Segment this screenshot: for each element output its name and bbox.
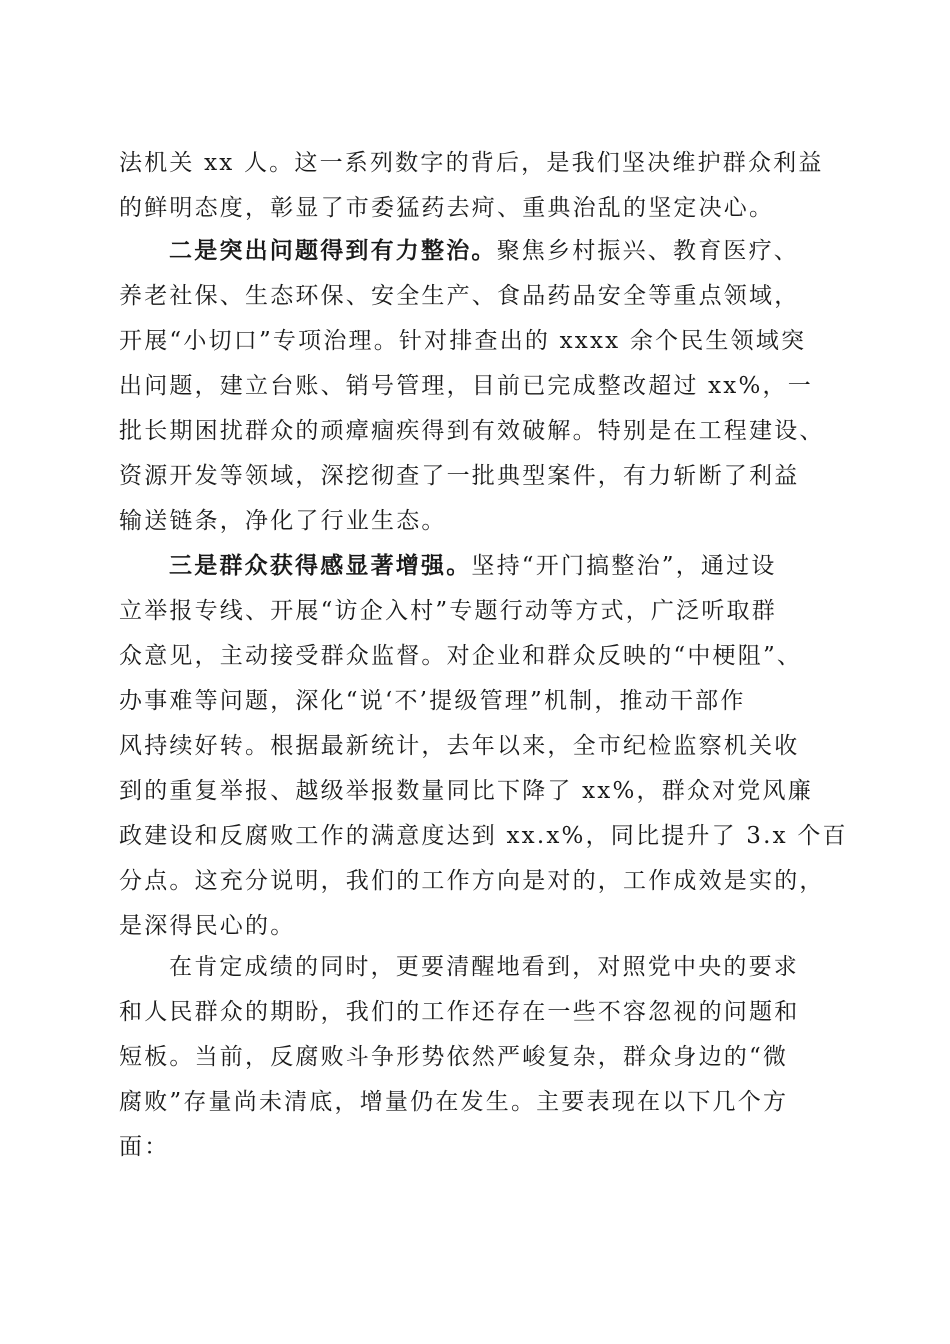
paragraph-first-line: [119, 228, 831, 274]
text-line: 是深得民心的。: [119, 913, 296, 939]
text-line: 输送链条，净化了行业生态。: [119, 508, 447, 534]
paragraph-first-line: 在肯定成绩的同时，更要清醒地看到，对照党中央的要求: [169, 954, 799, 980]
text-line: 立举报专线、开展“访企入村”专题行动等方式，广泛听取群: [119, 598, 777, 624]
paragraph-text: 聚焦乡村振兴、教育医疗、: [496, 238, 800, 264]
text-line: 众意见，主动接受群众监督。对企业和群众反映的“中梗阻”、: [119, 643, 803, 669]
text-line: 开展“小切口”专项治理。针对排查出的 xxxx 余个民生领域突: [119, 328, 807, 354]
paragraph-problems-overview: [119, 945, 831, 1170]
paragraph-lead: 三是群众获得感显著增强。: [169, 552, 472, 579]
paragraph-continuation: [119, 141, 831, 231]
paragraph-first-line: [119, 543, 831, 589]
text-line: 办事难等问题，深化“说‘不’提级管理”机制，推动干部作: [119, 688, 746, 714]
text-line: 到的重复举报、越级举报数量同比下降了 xx%，群众对党风廉: [119, 778, 813, 804]
text-line: 分点。这充分说明，我们的工作方向是对的，工作成效是实的，: [119, 868, 825, 894]
text-line: 法机关 xx 人。这一系列数字的背后，是我们坚决维护群众利益: [119, 150, 824, 176]
text-line: 腐败”存量尚未清底，增量仍在发生。主要表现在以下几个方: [119, 1089, 789, 1115]
text-line: 批长期困扰群众的顽瘴痼疾得到有效破解。特别是在工程建设、: [119, 418, 825, 444]
text-line: 短板。当前，反腐败斗争形势依然严峻复杂，群众身边的“微: [119, 1044, 789, 1070]
text-line: 面：: [119, 1134, 170, 1160]
paragraph-text: 坚持“开门搞整治”，通过设: [471, 553, 777, 579]
text-line: 和人民群众的期盼，我们的工作还存在一些不容忽视的问题和: [119, 999, 800, 1025]
text-line: 风持续好转。根据最新统计，去年以来，全市纪检监察机关收: [119, 733, 800, 759]
paragraph-problem-rectification: [119, 228, 831, 544]
text-line: 养老社保、生态环保、安全生产、食品药品安全等重点领域，: [119, 283, 800, 309]
text-line: 出问题，建立台账、销号管理，目前已完成整改超过 xx%，一: [119, 373, 813, 399]
text-line: 资源开发等领域，深挖彻查了一批典型案件，有力斩断了利益: [119, 463, 800, 489]
text-line: 政建设和反腐败工作的满意度达到 xx.x%，同比提升了 3.x 个百: [119, 823, 848, 849]
paragraph-public-satisfaction: [119, 543, 848, 949]
paragraph-lead: 二是突出问题得到有力整治。: [169, 237, 497, 264]
text-line: 的鲜明态度，彰显了市委猛药去疴、重典治乱的坚定决心。: [119, 195, 775, 221]
